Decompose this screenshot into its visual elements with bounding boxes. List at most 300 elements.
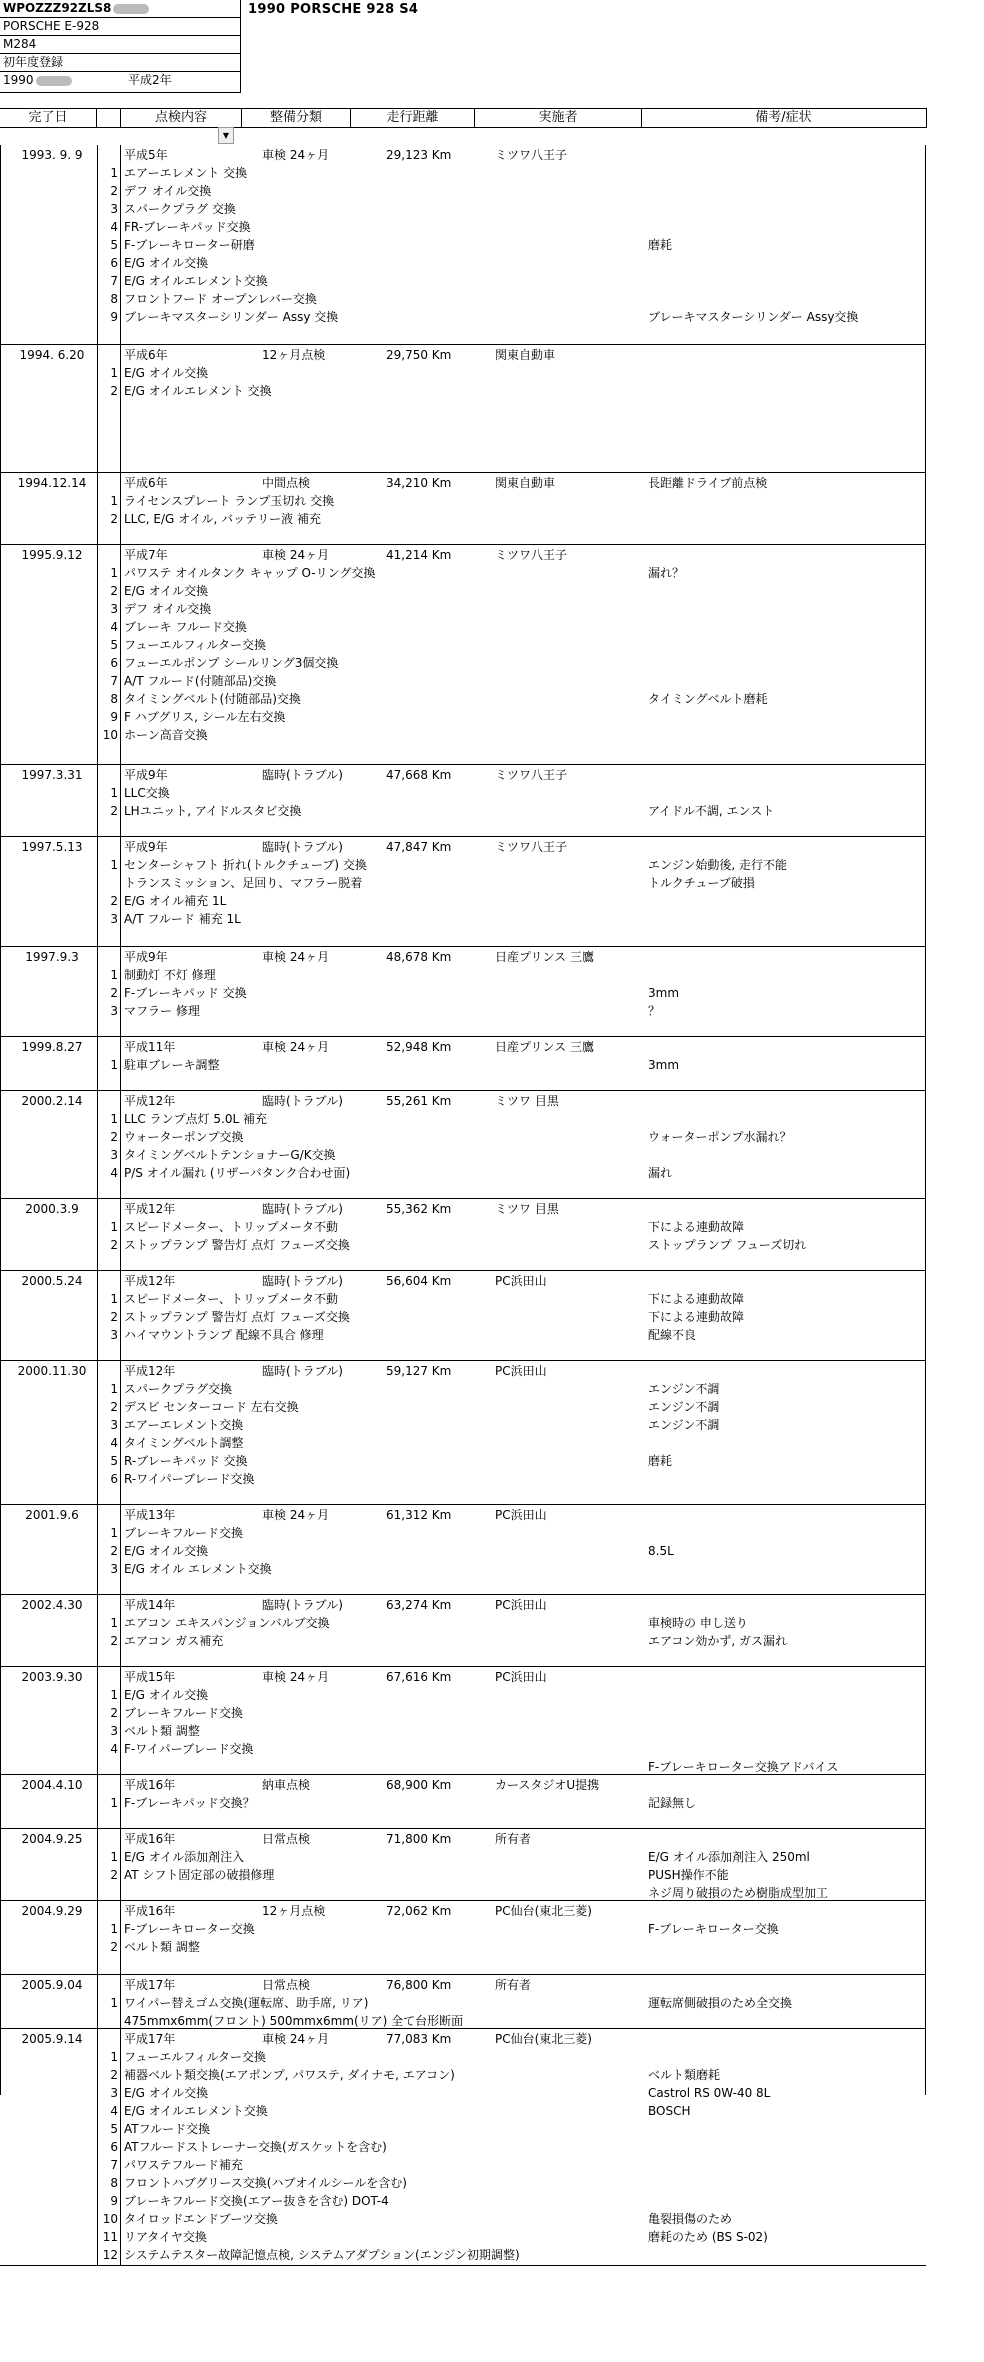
item-description: LLC ランプ点灯 5.0L 補充	[124, 1112, 267, 1126]
item-description: LLC, E/G オイル, バッテリー液 補充	[124, 512, 321, 526]
item-note: エンジン不調	[648, 1400, 720, 1414]
record-mileage: 47,847 Km	[386, 840, 452, 854]
record-executor: ミツワ 目黒	[495, 1202, 559, 1216]
record-executor: カースタジオU提携	[495, 1778, 600, 1792]
column-divider	[120, 1975, 121, 2028]
column-divider	[97, 345, 98, 472]
record-executor: 所有者	[495, 1832, 532, 1846]
item-description: A/T フルード 補充 1L	[124, 912, 241, 926]
item-number: 1	[110, 1382, 118, 1396]
item-description: タイミングベルト(付随部品)交換	[124, 692, 301, 706]
record-date: 2002.4.30	[21, 1598, 83, 1612]
item-note: E/G オイル添加剤注入 250ml	[648, 1850, 810, 1864]
record-executor: PC仙台(東北三菱)	[495, 2032, 592, 2046]
item-description: ストップランプ 警告灯 点灯 フューズ交換	[124, 1238, 350, 1252]
item-description: ストップランプ 警告灯 点灯 フューズ交換	[124, 1310, 350, 1324]
record-executor: 関東自動車	[495, 348, 556, 362]
item-number: 1	[110, 1688, 118, 1702]
item-description: E/G オイル補充 1L	[124, 894, 227, 908]
record-executor: PC浜田山	[495, 1670, 547, 1684]
item-description: ライセンスプレート ランプ玉切れ 交換	[124, 494, 335, 508]
item-description: 制動灯 不灯 修理	[124, 968, 216, 982]
item-description: フューエルポンプ シールリング3個交換	[124, 656, 339, 670]
document-title: 1990 PORSCHE 928 S4	[248, 2, 419, 17]
record-era: 平成16年	[124, 1778, 176, 1792]
item-note: アイドル不調, エンスト	[648, 804, 775, 818]
item-number: 2	[110, 986, 118, 1000]
item-description: エアーエレメント交換	[124, 1418, 244, 1432]
item-description: AT シフト固定部の破損修理	[124, 1868, 275, 1882]
engine-cell: M284	[0, 36, 240, 54]
item-note: ネジ周り破損のため樹脂成型加工	[648, 1886, 829, 1900]
column-divider	[97, 1361, 98, 1504]
column-header-executor: 実施者	[475, 109, 642, 127]
record-mileage: 29,123 Km	[386, 148, 452, 162]
item-description: A/T フルード(付随部品)交換	[124, 674, 277, 688]
column-divider	[120, 1271, 121, 1360]
item-note: 磨耗	[648, 1454, 673, 1468]
item-description: E/G オイル交換	[124, 256, 209, 270]
item-note: 下による連動故障	[648, 1292, 745, 1306]
item-description: フロントフード オープンレバー交換	[124, 292, 317, 306]
record-date: 2004.9.29	[21, 1904, 83, 1918]
record-category: 車検 24ヶ月	[262, 1040, 330, 1054]
item-description: ハイマウントランプ 配線不具合 修理	[124, 1328, 324, 1342]
record-era: 平成6年	[124, 476, 168, 490]
record-category: 車検 24ヶ月	[262, 1508, 330, 1522]
column-divider	[120, 1901, 121, 1974]
item-description: ブレーキフルード交換	[124, 1526, 244, 1540]
item-description: スパークプラグ 交換	[124, 202, 236, 216]
column-header-category: 整備分類	[242, 109, 351, 127]
record-date: 1999.8.27	[21, 1040, 83, 1054]
item-number: 12	[102, 2248, 118, 2262]
record-executor: PC浜田山	[495, 1508, 547, 1522]
record-executor: ミツワ八王子	[495, 768, 568, 782]
record-category: 臨時(トラブル)	[262, 1202, 343, 1216]
item-description: F-ブレーキローター研磨	[124, 238, 255, 252]
column-divider	[97, 1505, 98, 1594]
item-note: BOSCH	[648, 2104, 691, 2118]
item-number: 3	[110, 602, 118, 616]
item-number: 1	[110, 1850, 118, 1864]
item-description: ブレーキフルード交換(エアー抜きを含む) DOT-4	[124, 2194, 389, 2208]
column-divider	[120, 1775, 121, 1828]
item-description: LHユニット, アイドルスタビ交換	[124, 804, 302, 818]
model-cell: PORSCHE E-928	[0, 18, 240, 36]
item-number: 1	[110, 566, 118, 580]
record-category: 車検 24ヶ月	[262, 548, 330, 562]
first-registration-era: 平成2年	[128, 73, 172, 87]
item-note: エンジン始動後, 走行不能	[648, 858, 788, 872]
record-era: 平成9年	[124, 840, 168, 854]
item-description: タイミングベルト調整	[124, 1436, 244, 1450]
maintenance-record	[0, 1037, 926, 1091]
record-date: 1994.12.14	[17, 476, 87, 490]
item-description: 駐車ブレーキ調整	[124, 1058, 220, 1072]
column-divider	[120, 765, 121, 836]
column-divider	[120, 837, 121, 946]
item-note: ベルト類磨耗	[648, 2068, 721, 2082]
column-header-mileage: 走行距離	[351, 109, 475, 127]
item-description: エアコン ガス補充	[124, 1634, 224, 1648]
record-executor: PC浜田山	[495, 1274, 547, 1288]
record-mileage: 68,900 Km	[386, 1778, 452, 1792]
record-mileage: 52,948 Km	[386, 1040, 452, 1054]
first-registration-cell	[0, 72, 240, 89]
item-number: 6	[110, 656, 118, 670]
item-description: スパークプラグ交換	[124, 1382, 233, 1396]
item-note: 記録無し	[648, 1796, 697, 1810]
item-description: タイロッドエンドブーツ交換	[124, 2212, 278, 2226]
record-category: 臨時(トラブル)	[262, 768, 343, 782]
column-divider	[97, 145, 98, 344]
record-era: 平成16年	[124, 1832, 176, 1846]
column-header-date: 完了日	[0, 109, 97, 127]
record-category: 臨時(トラブル)	[262, 1274, 343, 1288]
maintenance-record	[0, 145, 926, 345]
item-description: デスビ センターコード 左右交換	[124, 1400, 299, 1414]
item-description: フューエルフィルター交換	[124, 2050, 266, 2064]
item-note: エアコン効かず, ガス漏れ	[648, 1634, 788, 1648]
item-number: 3	[110, 1724, 118, 1738]
column-divider	[120, 545, 121, 764]
record-date: 1993. 9. 9	[21, 148, 83, 162]
item-description: リアタイヤ交換	[124, 2230, 207, 2244]
item-description: ATフルードストレーナー交換(ガスケットを含む)	[124, 2140, 387, 2154]
column-header-row	[0, 108, 927, 128]
vehicle-info-box	[0, 0, 241, 93]
record-date: 1997.9.3	[25, 950, 79, 964]
item-note: 漏れ？	[648, 566, 685, 580]
maintenance-record	[0, 1595, 926, 1667]
record-mileage: 47,668 Km	[386, 768, 452, 782]
column-divider	[97, 473, 98, 544]
record-mileage: 61,312 Km	[386, 1508, 452, 1522]
item-number: 1	[110, 1922, 118, 1936]
record-category: 臨時(トラブル)	[262, 840, 343, 854]
record-executor: 日産プリンス 三鷹	[495, 1040, 594, 1054]
column-divider	[97, 1595, 98, 1666]
record-date: 1995.9.12	[21, 548, 83, 562]
item-note: タイミングベルト磨耗	[648, 692, 768, 706]
item-number: 4	[110, 1436, 118, 1450]
item-number: 3	[110, 2086, 118, 2100]
item-number: 4	[110, 2104, 118, 2118]
maintenance-record	[0, 837, 926, 947]
item-number: 9	[110, 710, 118, 724]
maintenance-record	[0, 1667, 926, 1775]
item-number: 7	[110, 674, 118, 688]
item-number: 2	[110, 2068, 118, 2082]
item-number: 1	[110, 2050, 118, 2064]
maintenance-record	[0, 947, 926, 1037]
item-number: 4	[110, 1742, 118, 1756]
item-description: E/G オイルエレメント交換	[124, 2104, 268, 2118]
column-header-content: 点検内容	[121, 109, 242, 127]
item-description: エアーエレメント 交換	[124, 166, 248, 180]
item-note: 3mm	[648, 1058, 680, 1072]
record-date: 2000.5.24	[21, 1274, 83, 1288]
record-era: 平成15年	[124, 1670, 176, 1684]
column-divider	[97, 1271, 98, 1360]
column-divider	[97, 765, 98, 836]
record-mileage: 41,214 Km	[386, 548, 452, 562]
item-number: 1	[110, 1526, 118, 1540]
record-mileage: 72,062 Km	[386, 1904, 452, 1918]
record-category: 12ヶ月点検	[262, 348, 326, 362]
record-executor: ミツワ八王子	[495, 548, 568, 562]
item-description: FR-ブレーキパッド交換	[124, 220, 251, 234]
record-date: 2000.11.30	[17, 1364, 87, 1378]
item-description: マフラー 修理	[124, 1004, 200, 1018]
item-description: ブレーキマスターシリンダー Assy 交換	[124, 310, 339, 324]
column-divider	[97, 837, 98, 946]
record-category: 納車点検	[262, 1778, 311, 1792]
maintenance-record	[0, 1361, 926, 1505]
item-number: 6	[110, 1472, 118, 1486]
record-category: 車検 24ヶ月	[262, 2032, 330, 2046]
record-executor: 所有者	[495, 1978, 532, 1992]
record-era: 平成17年	[124, 1978, 176, 1992]
item-number: 6	[110, 256, 118, 270]
item-description: F-ブレーキパッド交換？	[124, 1796, 255, 1810]
vin-text: WPOZZZ92ZLS8	[3, 1, 112, 15]
record-era: 平成16年	[124, 1904, 176, 1918]
item-description: F-ワイパーブレード交換	[124, 1742, 254, 1756]
record-era: 平成14年	[124, 1598, 176, 1612]
column-divider	[97, 1829, 98, 1900]
item-description: R-ワイパーブレード交換	[124, 1472, 255, 1486]
item-number: 4	[110, 1166, 118, 1180]
maintenance-record	[0, 345, 926, 473]
item-number: 2	[110, 1310, 118, 1324]
record-mileage: 59,127 Km	[386, 1364, 452, 1378]
record-date: 2000.3.9	[25, 1202, 79, 1216]
maintenance-record	[0, 1975, 926, 2029]
maintenance-record	[0, 1271, 926, 1361]
item-note: 亀裂損傷のため	[648, 2212, 733, 2226]
item-number: 2	[110, 894, 118, 908]
record-era: 平成5年	[124, 148, 168, 162]
item-description: ホーン高音交換	[124, 728, 208, 742]
column-divider	[97, 1901, 98, 1974]
item-description: パワステ オイルタンク キャップ O-リング交換	[124, 566, 376, 580]
item-number: 6	[110, 2140, 118, 2154]
item-description: スピードメーター、トリップメータ不動	[124, 1220, 338, 1234]
item-note: トルクチューブ破損	[648, 876, 755, 890]
item-description: トランスミッション、足回り、マフラー脱着	[124, 876, 363, 890]
item-description: P/S オイル漏れ (リザーバタンク合わせ面)	[124, 1166, 351, 1180]
column-divider	[120, 947, 121, 1036]
item-number: 2	[110, 512, 118, 526]
item-number: 3	[110, 1418, 118, 1432]
item-number: 3	[110, 1148, 118, 1162]
item-note: 3mm	[648, 986, 680, 1000]
item-description: エアコン エキスパンジョンバルブ交換	[124, 1616, 330, 1630]
item-description: R-ブレーキパッド 交換	[124, 1454, 248, 1468]
item-description: ブレーキフルード交換	[124, 1706, 244, 1720]
item-number: 3	[110, 1562, 118, 1576]
item-number: 2	[110, 1868, 118, 1882]
item-number: 1	[110, 1220, 118, 1234]
record-executor: PC浜田山	[495, 1598, 547, 1612]
item-note: F-ブレーキローター交換	[648, 1922, 779, 1936]
item-description: ATフルード交換	[124, 2122, 211, 2136]
item-description: E/G オイル添加剤注入	[124, 1850, 245, 1864]
item-number: 8	[110, 2176, 118, 2190]
item-description: E/G オイルエレメント交換	[124, 274, 268, 288]
column-divider	[120, 2029, 121, 2265]
column-divider	[97, 1775, 98, 1828]
record-mileage: 76,800 Km	[386, 1978, 452, 1992]
item-description: 475mmx6mm(フロント) 500mmx6mm(リア) 全て台形断面	[124, 2014, 464, 2028]
item-description: ベルト類 調整	[124, 1724, 200, 1738]
item-number: 2	[110, 184, 118, 198]
record-era: 平成9年	[124, 768, 168, 782]
item-note: 8.5L	[648, 1544, 674, 1558]
item-description: F-ブレーキパッド 交換	[124, 986, 247, 1000]
item-number: 1	[110, 166, 118, 180]
item-number: 1	[110, 1112, 118, 1126]
item-number: 3	[110, 1004, 118, 1018]
item-number: 7	[110, 274, 118, 288]
record-category: 中間点検	[262, 476, 311, 490]
item-number: 2	[110, 584, 118, 598]
item-note: ？	[648, 1004, 661, 1018]
item-description: E/G オイル エレメント交換	[124, 1562, 272, 1576]
item-number: 10	[102, 2212, 118, 2226]
record-category: 車検 24ヶ月	[262, 148, 330, 162]
record-date: 2004.9.25	[21, 1832, 83, 1846]
item-number: 5	[110, 638, 118, 652]
item-description: スピードメーター、トリップメータ不動	[124, 1292, 338, 1306]
item-number: 11	[102, 2230, 118, 2244]
item-note: ブレーキマスターシリンダー Assy交換	[648, 310, 859, 324]
item-number: 1	[110, 1796, 118, 1810]
item-number: 1	[110, 1058, 118, 1072]
vin-cell	[0, 0, 240, 18]
item-number: 1	[110, 1292, 118, 1306]
maintenance-record	[0, 1199, 926, 1271]
maintenance-record	[0, 1505, 926, 1595]
column-divider	[97, 947, 98, 1036]
record-mileage: 34,210 Km	[386, 476, 452, 490]
record-category: 臨時(トラブル)	[262, 1364, 343, 1378]
maintenance-record	[0, 1775, 926, 1829]
record-date: 2003.9.30	[21, 1670, 83, 1684]
record-mileage: 77,083 Km	[386, 2032, 452, 2046]
item-number: 2	[110, 1238, 118, 1252]
item-number: 9	[110, 2194, 118, 2208]
record-era: 平成11年	[124, 1040, 176, 1054]
maintenance-record	[0, 1901, 926, 1975]
record-executor: ミツワ八王子	[495, 148, 568, 162]
column-divider	[97, 1037, 98, 1090]
item-number: 5	[110, 238, 118, 252]
record-mileage: 48,678 Km	[386, 950, 452, 964]
item-note: PUSH操作不能	[648, 1868, 729, 1882]
item-number: 10	[102, 728, 118, 742]
item-description: システムテスター故障記憶点検, システムアダプション(エンジン初期調整)	[124, 2248, 520, 2262]
item-description: ベルト類 調整	[124, 1940, 200, 1954]
record-mileage: 67,616 Km	[386, 1670, 452, 1684]
item-number: 8	[110, 292, 118, 306]
record-date: 1997.3.31	[21, 768, 83, 782]
filter-dropdown-icon[interactable]: ▼	[218, 127, 234, 144]
item-description: E/G オイル交換	[124, 2086, 209, 2100]
record-era: 平成12年	[124, 1094, 176, 1108]
record-note: 長距離ドライブ前点検	[648, 476, 768, 490]
record-date: 2004.4.10	[21, 1778, 83, 1792]
item-description: フロントハブグリース交換(ハブオイルシールを含む)	[124, 2176, 407, 2190]
records-table	[0, 145, 926, 2266]
item-description: E/G オイル交換	[124, 1544, 209, 1558]
column-divider	[120, 1667, 121, 1774]
column-divider	[120, 1505, 121, 1594]
item-description: タイミングベルトテンショナーG/K交換	[124, 1148, 336, 1162]
item-number: 2	[110, 1634, 118, 1648]
item-number: 1	[110, 1616, 118, 1630]
item-number: 1	[110, 786, 118, 800]
item-number: 1	[110, 968, 118, 982]
item-note: Castrol RS 0W-40 8L	[648, 2086, 771, 2100]
record-era: 平成6年	[124, 348, 168, 362]
record-era: 平成12年	[124, 1202, 176, 1216]
item-number: 1	[110, 1996, 118, 2010]
record-category: 臨時(トラブル)	[262, 1094, 343, 1108]
column-divider	[120, 145, 121, 344]
column-divider	[120, 1199, 121, 1270]
item-description: F-ブレーキローター交換	[124, 1922, 255, 1936]
record-category: 臨時(トラブル)	[262, 1598, 343, 1612]
item-number: 5	[110, 1454, 118, 1468]
item-number: 2	[110, 1706, 118, 1720]
record-category: 日常点検	[262, 1978, 311, 1992]
record-executor: 日産プリンス 三鷹	[495, 950, 594, 964]
first-registration-label: 初年度登録	[0, 54, 240, 72]
item-number: 2	[110, 384, 118, 398]
item-number: 8	[110, 692, 118, 706]
item-number: 3	[110, 1328, 118, 1342]
maintenance-record	[0, 545, 926, 765]
item-description: ブレーキ フルード交換	[124, 620, 247, 634]
record-mileage: 71,800 Km	[386, 1832, 452, 1846]
item-number: 3	[110, 202, 118, 216]
record-era: 平成7年	[124, 548, 168, 562]
record-executor: ミツワ 目黒	[495, 1094, 559, 1108]
record-date: 1997.5.13	[21, 840, 83, 854]
item-number: 2	[110, 804, 118, 818]
item-note: F-ブレーキローター交換アドバイス	[648, 1760, 839, 1774]
item-note: 配線不良	[648, 1328, 697, 1342]
column-divider	[97, 2029, 98, 2265]
redacted-mark	[113, 4, 149, 14]
record-mileage: 29,750 Km	[386, 348, 452, 362]
record-executor: 関東自動車	[495, 476, 556, 490]
record-era: 平成13年	[124, 1508, 176, 1522]
item-description: E/G オイル交換	[124, 1688, 209, 1702]
record-date: 2005.9.14	[21, 2032, 83, 2046]
item-description: フューエルフィルター交換	[124, 638, 266, 652]
item-number: 4	[110, 620, 118, 634]
maintenance-record	[0, 765, 926, 837]
record-date: 2000.2.14	[21, 1094, 83, 1108]
item-note: 磨耗のため (BS S-02)	[648, 2230, 768, 2244]
column-divider	[97, 1199, 98, 1270]
column-divider	[97, 545, 98, 764]
item-number: 7	[110, 2158, 118, 2172]
